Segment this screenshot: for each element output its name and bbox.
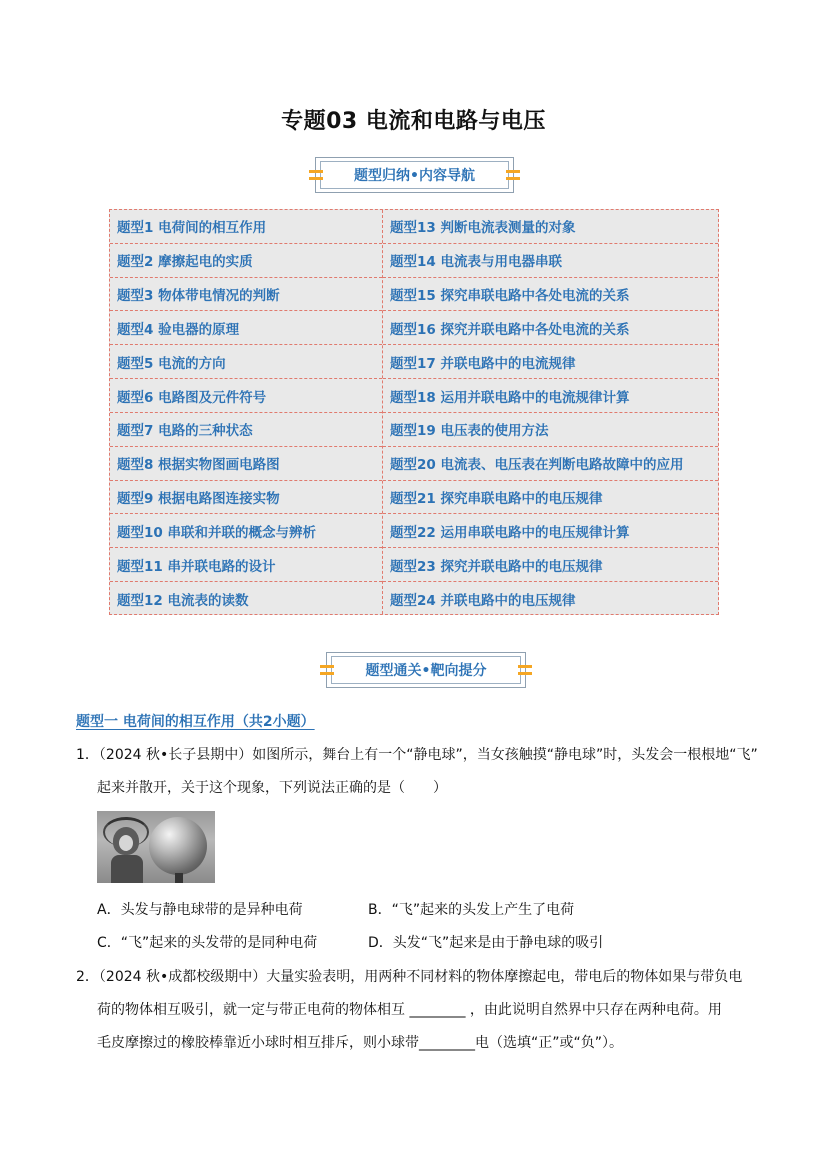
toc-column-right bbox=[383, 210, 718, 614]
question-2-line-1: 2．（2024 秋•成都校级期中）大量实验表明，用两种不同材料的物体摩擦起电，带电后的物体如果与带负电 bbox=[76, 969, 743, 985]
toc-item[interactable]: 题型3 物体带电情况的判断 bbox=[110, 278, 382, 312]
photo-girl-body bbox=[111, 855, 143, 883]
static-ball-photo bbox=[97, 811, 215, 883]
question-1-line-1: 1．（2024 秋•长子县期中）如图所示，舞台上有一个“静电球”，当女孩触摸“静电球”时，头发会一根根地“飞” bbox=[76, 747, 758, 763]
toc-item[interactable]: 题型19 电压表的使用方法 bbox=[383, 413, 718, 447]
toc-item[interactable]: 题型8 根据实物图画电路图 bbox=[110, 447, 382, 481]
bracket-left-icon bbox=[309, 168, 323, 182]
option-b[interactable]: B．“飞”起来的头发上产生了电荷 bbox=[368, 902, 575, 918]
photo-static-sphere bbox=[149, 817, 207, 875]
section-heading: 题型一 电荷间的相互作用（共2小题） bbox=[76, 714, 315, 730]
toc-item[interactable]: 题型1 电荷间的相互作用 bbox=[110, 210, 382, 244]
toc-item[interactable]: 题型17 并联电路中的电流规律 bbox=[383, 345, 718, 379]
toc-item[interactable]: 题型18 运用并联电路中的电流规律计算 bbox=[383, 379, 718, 413]
toc-table bbox=[109, 209, 719, 615]
toc-item[interactable]: 题型23 探究并联电路中的电压规律 bbox=[383, 548, 718, 582]
option-c[interactable]: C．“飞”起来的头发带的是同种电荷 bbox=[97, 935, 318, 951]
toc-item[interactable]: 题型21 探究串联电路中的电压规律 bbox=[383, 481, 718, 515]
toc-item[interactable]: 题型9 根据电路图连接实物 bbox=[110, 481, 382, 515]
toc-item[interactable]: 题型16 探究并联电路中各处电流的关系 bbox=[383, 311, 718, 345]
toc-item[interactable]: 题型15 探究串联电路中各处电流的关系 bbox=[383, 278, 718, 312]
question-1-line-2: 起来并散开，关于这个现象，下列说法正确的是（ ） bbox=[97, 780, 447, 796]
toc-item[interactable]: 题型5 电流的方向 bbox=[110, 345, 382, 379]
toc-item[interactable]: 题型10 串联和并联的概念与辨析 bbox=[110, 514, 382, 548]
banner-label: 题型归纳•内容导航 bbox=[354, 168, 475, 184]
toc-item[interactable]: 题型11 串并联电路的设计 bbox=[110, 548, 382, 582]
toc-column-left bbox=[110, 210, 383, 614]
page-title: 专题03 电流和电路与电压 bbox=[281, 109, 546, 134]
toc-item[interactable]: 题型20 电流表、电压表在判断电路故障中的应用 bbox=[383, 447, 718, 481]
toc-item[interactable]: 题型6 电路图及元件符号 bbox=[110, 379, 382, 413]
option-d[interactable]: D．头发“飞”起来是由于静电球的吸引 bbox=[368, 935, 604, 951]
toc-item[interactable]: 题型14 电流表与用电器串联 bbox=[383, 244, 718, 278]
toc-item[interactable]: 题型13 判断电流表测量的对象 bbox=[383, 210, 718, 244]
toc-item[interactable]: 题型2 摩擦起电的实质 bbox=[110, 244, 382, 278]
option-a[interactable]: A．头发与静电球带的是异种电荷 bbox=[97, 902, 303, 918]
banner-label: 题型通关•靶向提分 bbox=[365, 663, 487, 679]
toc-item[interactable]: 题型12 电流表的读数 bbox=[117, 593, 249, 610]
question-2-line-3: 毛皮摩擦过的橡胶棒靠近小球时相互排斥，则小球带________电（选填“正”或“负”）。 bbox=[97, 1035, 624, 1051]
toc-item[interactable]: 题型22 运用串联电路中的电压规律计算 bbox=[383, 514, 718, 548]
banner-content-nav bbox=[315, 157, 514, 193]
toc-item[interactable]: 题型7 电路的三种状态 bbox=[110, 413, 382, 447]
toc-item[interactable]: 题型24 并联电路中的电压规律 bbox=[390, 593, 576, 610]
banner-practice bbox=[326, 652, 526, 688]
bracket-right-icon bbox=[518, 663, 532, 677]
photo-sphere-stand bbox=[175, 873, 183, 883]
photo-girl-face bbox=[119, 835, 133, 851]
bracket-left-icon bbox=[320, 663, 334, 677]
bracket-right-icon bbox=[506, 168, 520, 182]
question-2-line-2: 荷的物体相互吸引，就一定与带正电荷的物体相互 ________ ，由此说明自然界中只存在两种电荷。用 bbox=[97, 1002, 722, 1018]
toc-item[interactable]: 题型4 验电器的原理 bbox=[110, 311, 382, 345]
